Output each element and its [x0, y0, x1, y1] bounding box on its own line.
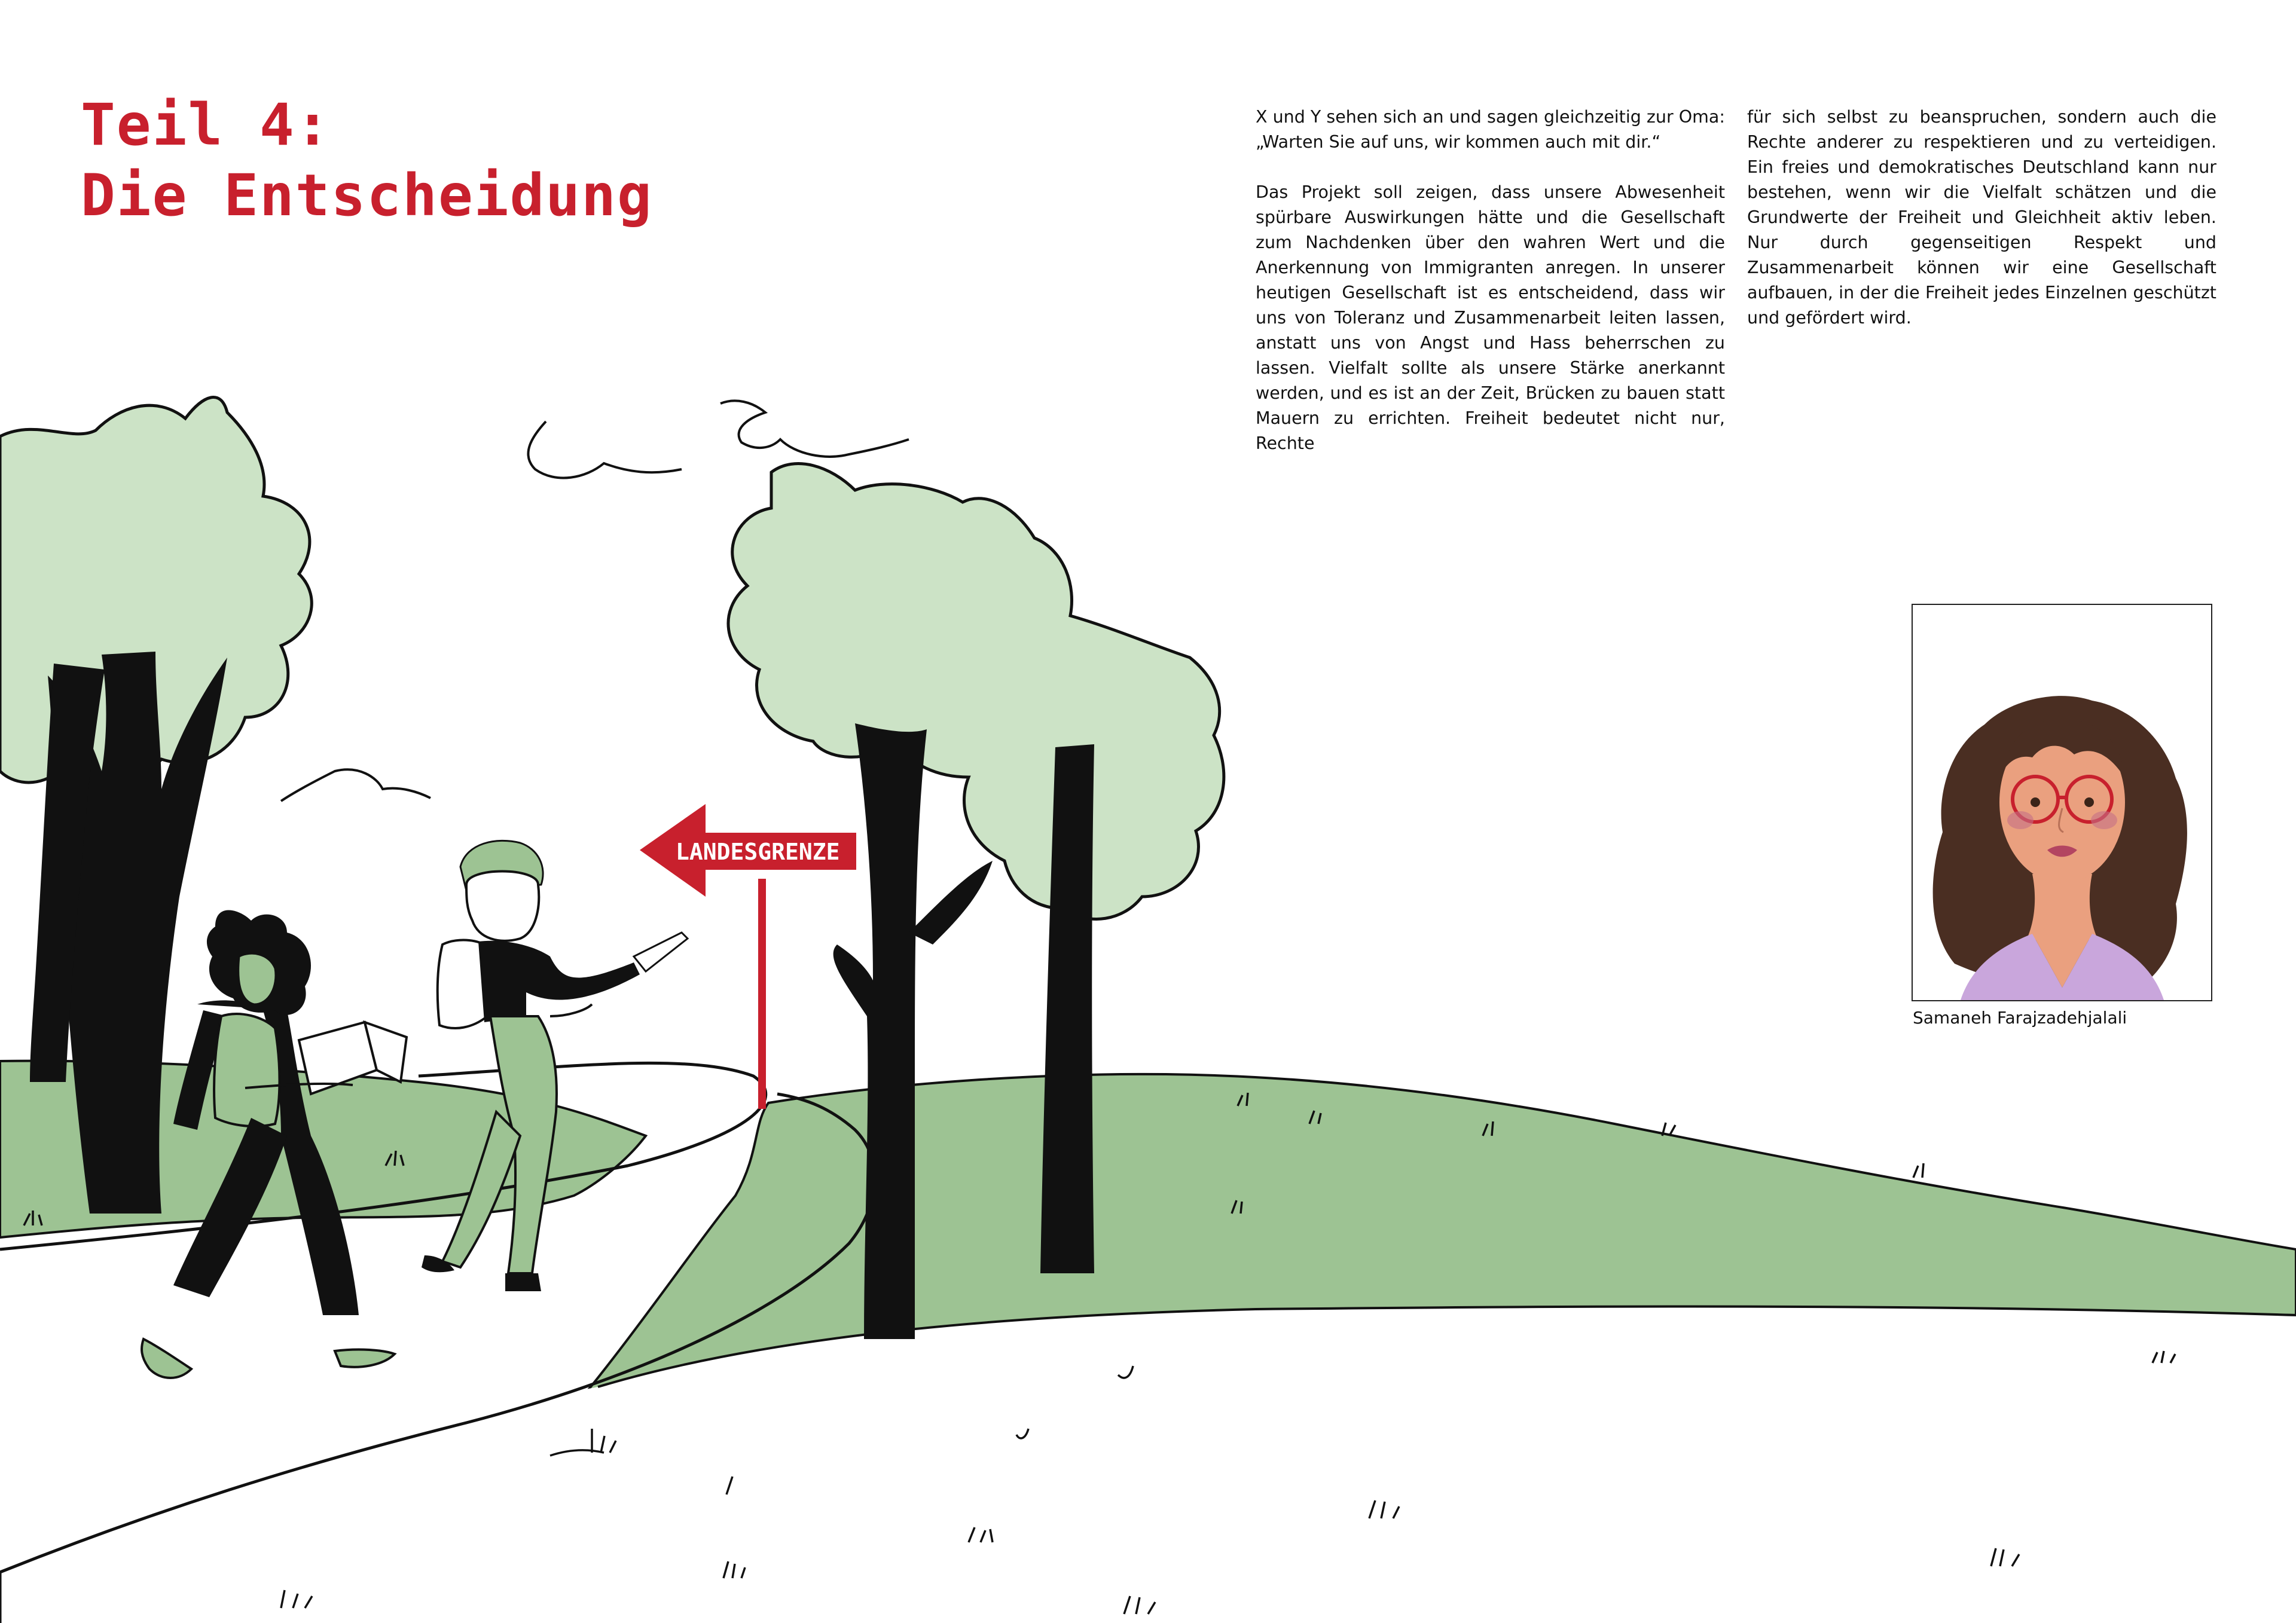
cloud-line [281, 769, 430, 801]
cloud-line [720, 401, 909, 456]
person-pointing [422, 840, 688, 1291]
sign-label: LANDESGRENZE [676, 839, 840, 865]
portrait-frame [1912, 604, 2212, 1001]
portrait-illustration [1913, 605, 2211, 1000]
portrait-caption: Samaneh Farajzadehjalali [1913, 1008, 2127, 1028]
title-line-2: Die Entscheidung [81, 162, 653, 229]
cloud-line [528, 421, 682, 478]
paragraph-project: Das Projekt soll zeigen, dass unsere Abwesenheit spürbare Auswirkungen hätte und die Gesellschaft zum Nachdenken über den wahren Wert und die Anerkennung von Immigranten anregen. In unserer heutigen Gesellschaft ist es entscheidend, dass wir uns von Toleranz und Zusammenarbeit leiten lassen, anstatt uns von Angst und Hass beherrschen zu lassen. Vielfalt sollte als unsere Stärke anerkannt werden, und es ist an der Zeit, Brücken zu bauen statt Mauern zu errichten. Freiheit bedeutet nicht nur, Rechte [1256, 182, 1725, 453]
paragraph-dialogue: X und Y sehen sich an und sagen gleichzeitig zur Oma: „Warten Sie auf uns, wir kommen auch mit dir.“ [1256, 107, 1725, 152]
title-line-1: Teil 4: [81, 91, 331, 158]
tree-branch [909, 861, 993, 945]
paragraph-freedom: für sich selbst zu beanspruchen, sondern auch die Rechte anderer zu respektieren und zu verteidigen. Ein freies und demokratisches Deutschland kann nur bestehen, wenn wir die Vielfalt schätzen und die Grundwerte der Freiheit und Gleichheit aktiv leben. Nur durch gegenseitigen Respekt und Zusammenarbeit können wir eine Gesellschaft aufbauen, in der die Freiheit jedes Einzelnen geschützt und gefördert wird. [1747, 107, 2216, 328]
signpost-pole [758, 879, 766, 1109]
